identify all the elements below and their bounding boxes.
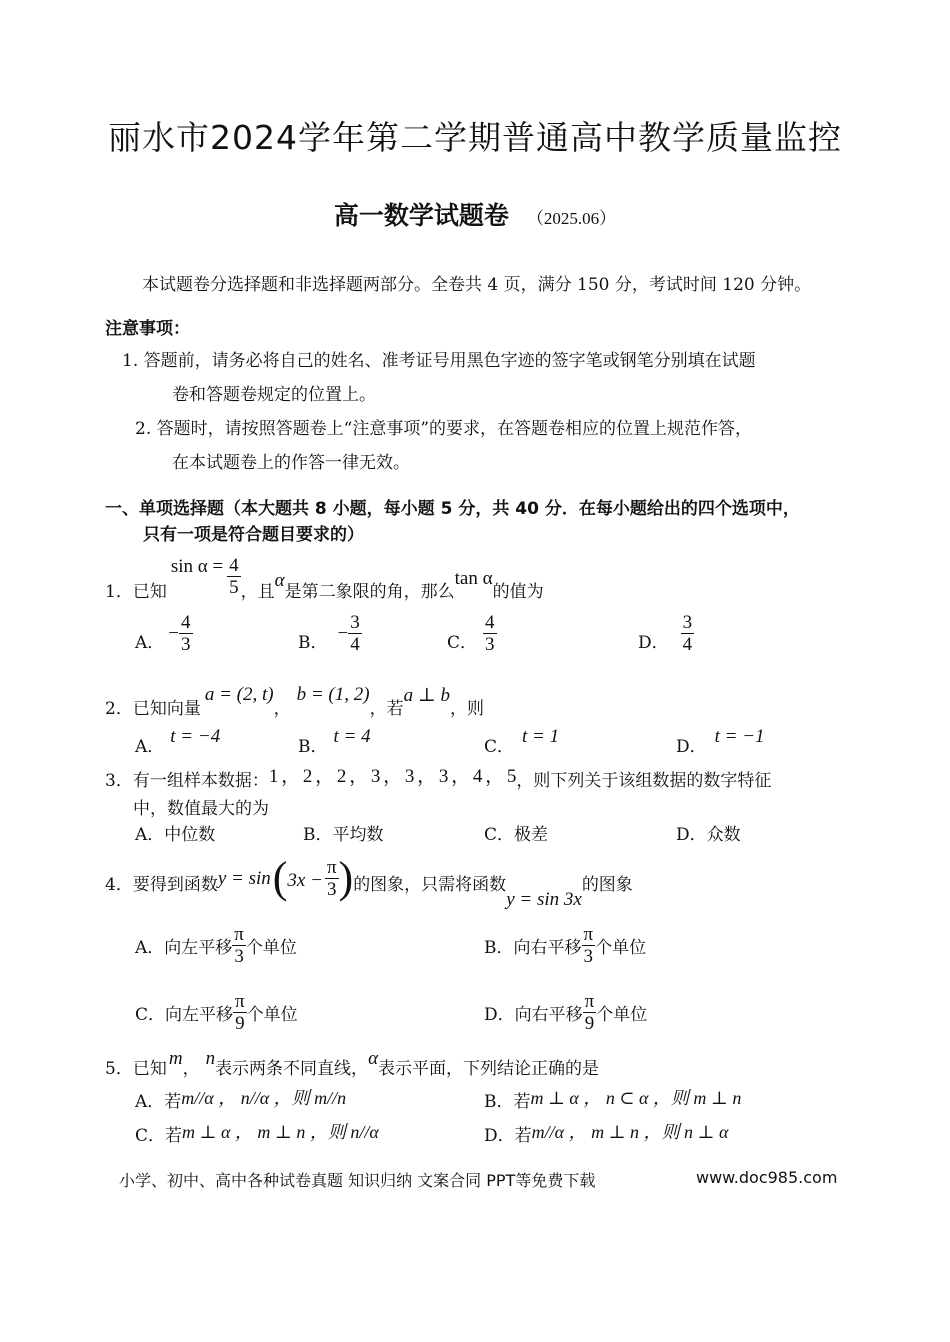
option-text-pre: 向左平移	[164, 938, 233, 958]
numerator: π	[584, 991, 595, 1012]
denominator: 3	[234, 946, 244, 967]
q1-sin-expr: sin α =	[170, 556, 224, 577]
denominator: 3	[181, 634, 191, 655]
denominator: 4	[682, 634, 693, 655]
option-value: t = −1	[714, 726, 765, 747]
exam-date: （2025.06）	[526, 209, 617, 228]
option-label: B．	[298, 633, 328, 653]
option-fraction	[681, 612, 695, 655]
q2-text-end: ，则	[449, 699, 484, 719]
q3-data-values: 1 ， 2 ， 2 ， 3 ， 3 ， 3 ， 4 ， 5	[268, 766, 517, 787]
numerator: 3	[350, 612, 360, 633]
q3-suffix: ，则下列关于该组数据的数字特征	[516, 771, 772, 791]
option-fraction	[179, 612, 193, 655]
option-text-post: 个单位	[596, 1005, 648, 1025]
q4-text-mid: 的图象，只需将函数	[353, 874, 507, 895]
q1-text-mid-2: 是第二象限的角，那么	[284, 582, 455, 602]
denominator: 9	[584, 1013, 595, 1034]
option-value: 众数	[706, 825, 741, 845]
q1-text-end: 的值为	[492, 582, 544, 602]
intro-text: 本试题卷分选择题和非选择题两部分。全卷共 4 页，满分 150 分，考试时间 120 分钟。	[142, 275, 812, 295]
q4-option-a	[135, 924, 297, 967]
option-text-pre: 向右平移	[513, 938, 582, 958]
q1-number: 1．已知	[105, 582, 167, 602]
option-label: C．	[484, 825, 515, 845]
q5-prefix: 5．已知	[105, 1059, 167, 1079]
option-sign: −	[168, 622, 179, 644]
q4-option-d	[484, 991, 647, 1034]
q1-option-a	[135, 612, 193, 655]
q1-alpha: α	[274, 570, 285, 591]
q4-function-left: y = sin	[217, 868, 271, 889]
option-value: m ⊥ α ， n ⊂ α ，则 m ⊥ n	[530, 1088, 742, 1108]
q5-m: m	[168, 1048, 183, 1069]
option-value: 中位数	[164, 825, 216, 845]
option-text-pre: 向左平移	[165, 1005, 234, 1025]
option-sign: −	[337, 622, 349, 644]
q4-pi-fraction	[325, 857, 339, 900]
option-fraction	[483, 612, 497, 655]
option-label: D．	[676, 737, 707, 757]
notice-item-1-line-1: 1. 答题前，请务必将自己的姓名、准考证号用黑色字迹的签字笔或钢笔分别填在试题	[122, 351, 756, 371]
footer-ad-text: 小学、初中、高中各种试卷真题 知识归纳 文案合同 PPT等免费下载	[119, 1171, 596, 1190]
option-label: A．	[135, 825, 165, 845]
section-heading-line-2: 只有一项是符合题目要求的）	[143, 525, 364, 545]
q4-text-end: 的图象	[581, 874, 633, 895]
q5-text-mid: 表示两条不同直线，	[215, 1059, 369, 1079]
denominator: 3	[485, 634, 495, 655]
option-value: m//α ， m ⊥ n ，则 n ⊥ α	[531, 1122, 729, 1142]
numerator: π	[326, 856, 337, 878]
q5-alpha: α	[368, 1048, 379, 1069]
q5-option-d	[484, 1118, 728, 1146]
q3-prefix: 3．有一组样本数据：	[105, 771, 269, 791]
option-label: C．	[447, 633, 478, 653]
notice-item-2-line-1: 2. 答题时，请按照答题卷上“注意事项”的要求，在答题卷相应的位置上规范作答，	[135, 419, 753, 439]
option-label: C．	[135, 1005, 166, 1025]
q2-option-a	[135, 726, 220, 757]
q2-text-mid: ，若	[369, 699, 404, 719]
q5-text-end: 表示平面，下列结论正确的是	[378, 1059, 600, 1079]
q5-comma: ，	[182, 1059, 200, 1079]
q2-option-c	[484, 726, 559, 757]
notice-item-2-line-2: 在本试题卷上的作答一律无效。	[172, 453, 410, 473]
q3-option-b	[303, 820, 384, 845]
option-fraction	[233, 991, 247, 1034]
option-value: 极差	[514, 825, 549, 845]
q4-prefix: 4．要得到函数	[105, 874, 218, 895]
option-label: B．	[303, 825, 333, 845]
question-2	[105, 684, 484, 719]
q5-option-a	[135, 1084, 346, 1112]
denominator: 4	[350, 634, 360, 655]
option-text-post: 个单位	[595, 938, 647, 958]
option-label: A．	[135, 938, 165, 958]
option-fraction	[232, 924, 246, 967]
q1-fraction-denominator: 5	[229, 576, 239, 598]
denominator: 9	[235, 1013, 245, 1034]
q1-tan: tan α	[454, 568, 493, 589]
q4-right-paren: )	[338, 853, 354, 902]
q2-vector-a: a = (2, t)	[204, 684, 274, 705]
q2-number: 2．已知向量	[105, 699, 201, 719]
notice-heading: 注意事项：	[105, 319, 190, 339]
q5-option-c	[135, 1118, 379, 1146]
option-label: C．若	[135, 1126, 183, 1146]
option-fraction	[583, 991, 597, 1034]
option-label: D．	[676, 825, 707, 845]
q2-comma: ，	[273, 699, 291, 719]
denominator: 3	[326, 878, 337, 900]
q4-inner: 3x −	[287, 870, 323, 891]
q2-option-b	[298, 726, 371, 757]
option-value: t = −4	[170, 726, 221, 747]
option-value: m ⊥ α ， m ⊥ n ，则 n//α	[182, 1122, 379, 1142]
notice-item-1-line-2: 卷和答题卷规定的位置上。	[172, 385, 376, 405]
exam-subtitle	[0, 196, 950, 232]
option-label: A．若	[135, 1092, 182, 1112]
option-label: D．若	[484, 1126, 532, 1146]
numerator: π	[583, 924, 594, 945]
option-label: D．	[484, 1005, 515, 1025]
option-label: A．	[135, 633, 165, 653]
option-value: 平均数	[332, 825, 384, 845]
option-value: t = 4	[333, 726, 371, 747]
question-5	[105, 1048, 599, 1079]
option-label: A．	[135, 737, 165, 757]
q2-vector-b: b = (1, 2)	[296, 684, 370, 705]
q1-option-c	[447, 612, 497, 655]
option-text-post: 个单位	[245, 938, 297, 958]
option-label: D．	[638, 633, 669, 653]
q2-option-d	[676, 726, 765, 757]
q3-option-c	[484, 820, 548, 845]
footer-website-link[interactable]: www.doc985.com	[696, 1168, 838, 1187]
q5-option-b	[484, 1084, 741, 1112]
q1-option-d	[638, 612, 694, 655]
q1-option-b	[298, 612, 362, 655]
option-label: C．	[484, 737, 515, 757]
question-1	[105, 546, 544, 606]
q4-option-b	[484, 924, 646, 967]
q4-function-2: y = sin 3x	[506, 889, 582, 910]
q3-option-d	[676, 820, 741, 845]
option-label: B．	[484, 938, 514, 958]
question-4	[105, 850, 633, 910]
question-3-line-1	[105, 761, 771, 791]
denominator: 3	[583, 946, 594, 967]
q1-fraction-numerator: 4	[229, 554, 239, 576]
option-label: B．	[298, 737, 328, 757]
question-3-line-2: 中，数值最大的为	[133, 799, 269, 819]
subtitle-text: 高一数学试题卷	[333, 201, 509, 230]
q3-option-a	[135, 820, 215, 845]
option-value: m//α ， n//α ，则 m//n	[181, 1088, 347, 1108]
numerator: 4	[181, 612, 191, 633]
option-label: B．若	[484, 1092, 531, 1112]
q5-n: n	[205, 1048, 216, 1069]
q2-perp: a ⊥ b	[403, 685, 450, 706]
q4-option-c	[135, 991, 298, 1034]
option-text-pre: 向右平移	[514, 1005, 583, 1025]
option-fraction	[582, 924, 596, 967]
q1-fraction	[227, 555, 241, 598]
section-heading-line-1: 一、单项选择题（本大题共 8 小题，每小题 5 分，共 40 分．在每小题给出的四个选项中，	[105, 499, 800, 519]
numerator: 4	[485, 612, 495, 633]
option-value: t = 1	[522, 726, 560, 747]
option-fraction	[348, 612, 362, 655]
numerator: 3	[682, 612, 693, 633]
exam-title: 丽水市2024学年第二学期普通高中教学质量监控	[108, 118, 842, 157]
q1-text-mid: ，且	[240, 582, 275, 602]
option-text-post: 个单位	[246, 1005, 298, 1025]
q4-left-paren: (	[272, 853, 288, 902]
numerator: π	[235, 991, 245, 1012]
numerator: π	[234, 924, 244, 945]
